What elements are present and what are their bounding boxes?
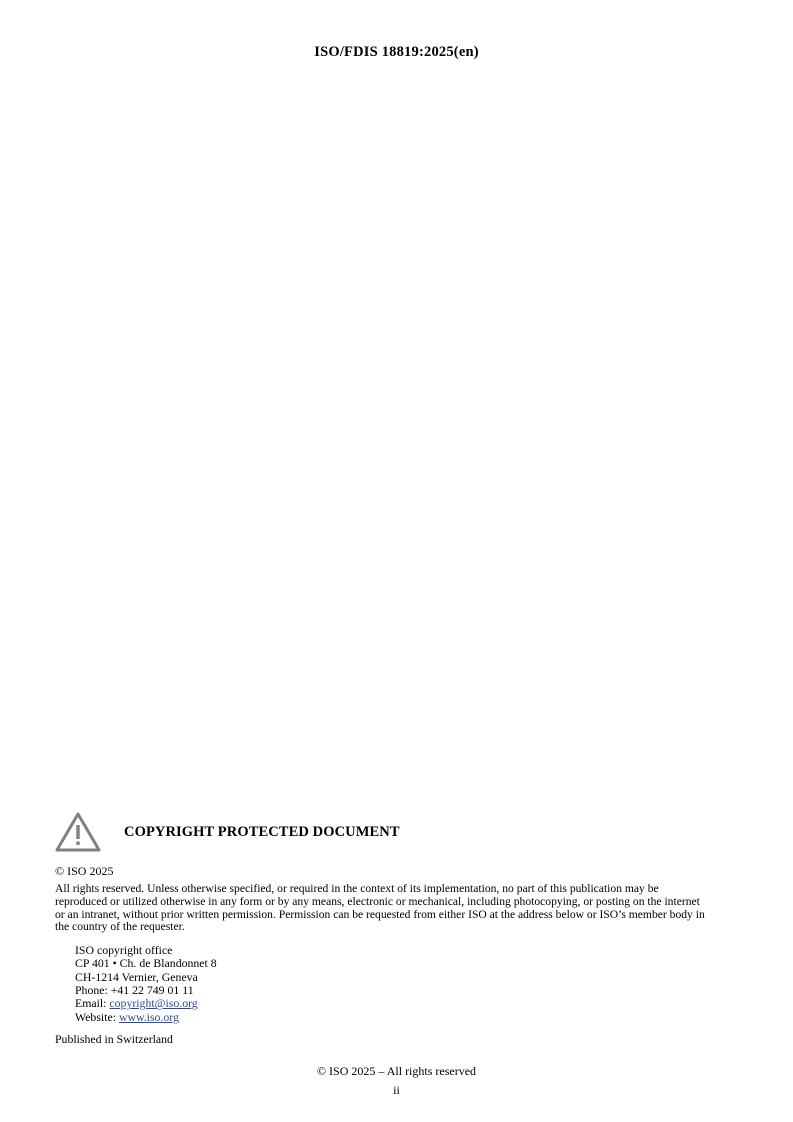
- address-office: ISO copyright office: [75, 943, 173, 958]
- copyright-block: [55, 810, 710, 1046]
- page-number: ii: [393, 1083, 400, 1097]
- iso-address-block: [75, 944, 710, 1024]
- published-in: Published in Switzerland: [55, 1031, 173, 1046]
- rights-reserved-text: All rights reserved. Unless otherwise specified, or required in the context of its implementation, no part of this publication may be reproduced or utilized otherwise in any form or by any means, electronic or mechanical, including photocopying, or posting on the internet or an intranet, without prior written permission. Permission can be requested from either ISO at the address below or ISO’s member body in the country of the requester.: [55, 882, 705, 934]
- address-website-row: [75, 1011, 710, 1024]
- page-header: ISO/FDIS 18819:2025(en): [314, 44, 479, 60]
- address-email-link[interactable]: copyright@iso.org: [109, 996, 198, 1011]
- address-city: CH-1214 Vernier, Geneva: [75, 969, 198, 984]
- address-email-row: [75, 997, 710, 1010]
- address-email-label: Email:: [75, 996, 110, 1011]
- address-phone: Phone: +41 22 749 01 11: [75, 983, 194, 998]
- page-footer: © ISO 2025 – All rights reserved: [316, 1064, 477, 1078]
- address-street: CP 401 • Ch. de Blandonnet 8: [75, 956, 217, 971]
- warning-triangle-icon: [55, 812, 101, 852]
- copyright-title: COPYRIGHT PROTECTED DOCUMENT: [124, 823, 400, 840]
- address-website-label: Website:: [75, 1009, 119, 1024]
- address-website-link[interactable]: www.iso.org: [118, 1009, 179, 1024]
- copyright-title-row: [55, 810, 710, 854]
- copyright-notice: © ISO 2025: [55, 864, 114, 878]
